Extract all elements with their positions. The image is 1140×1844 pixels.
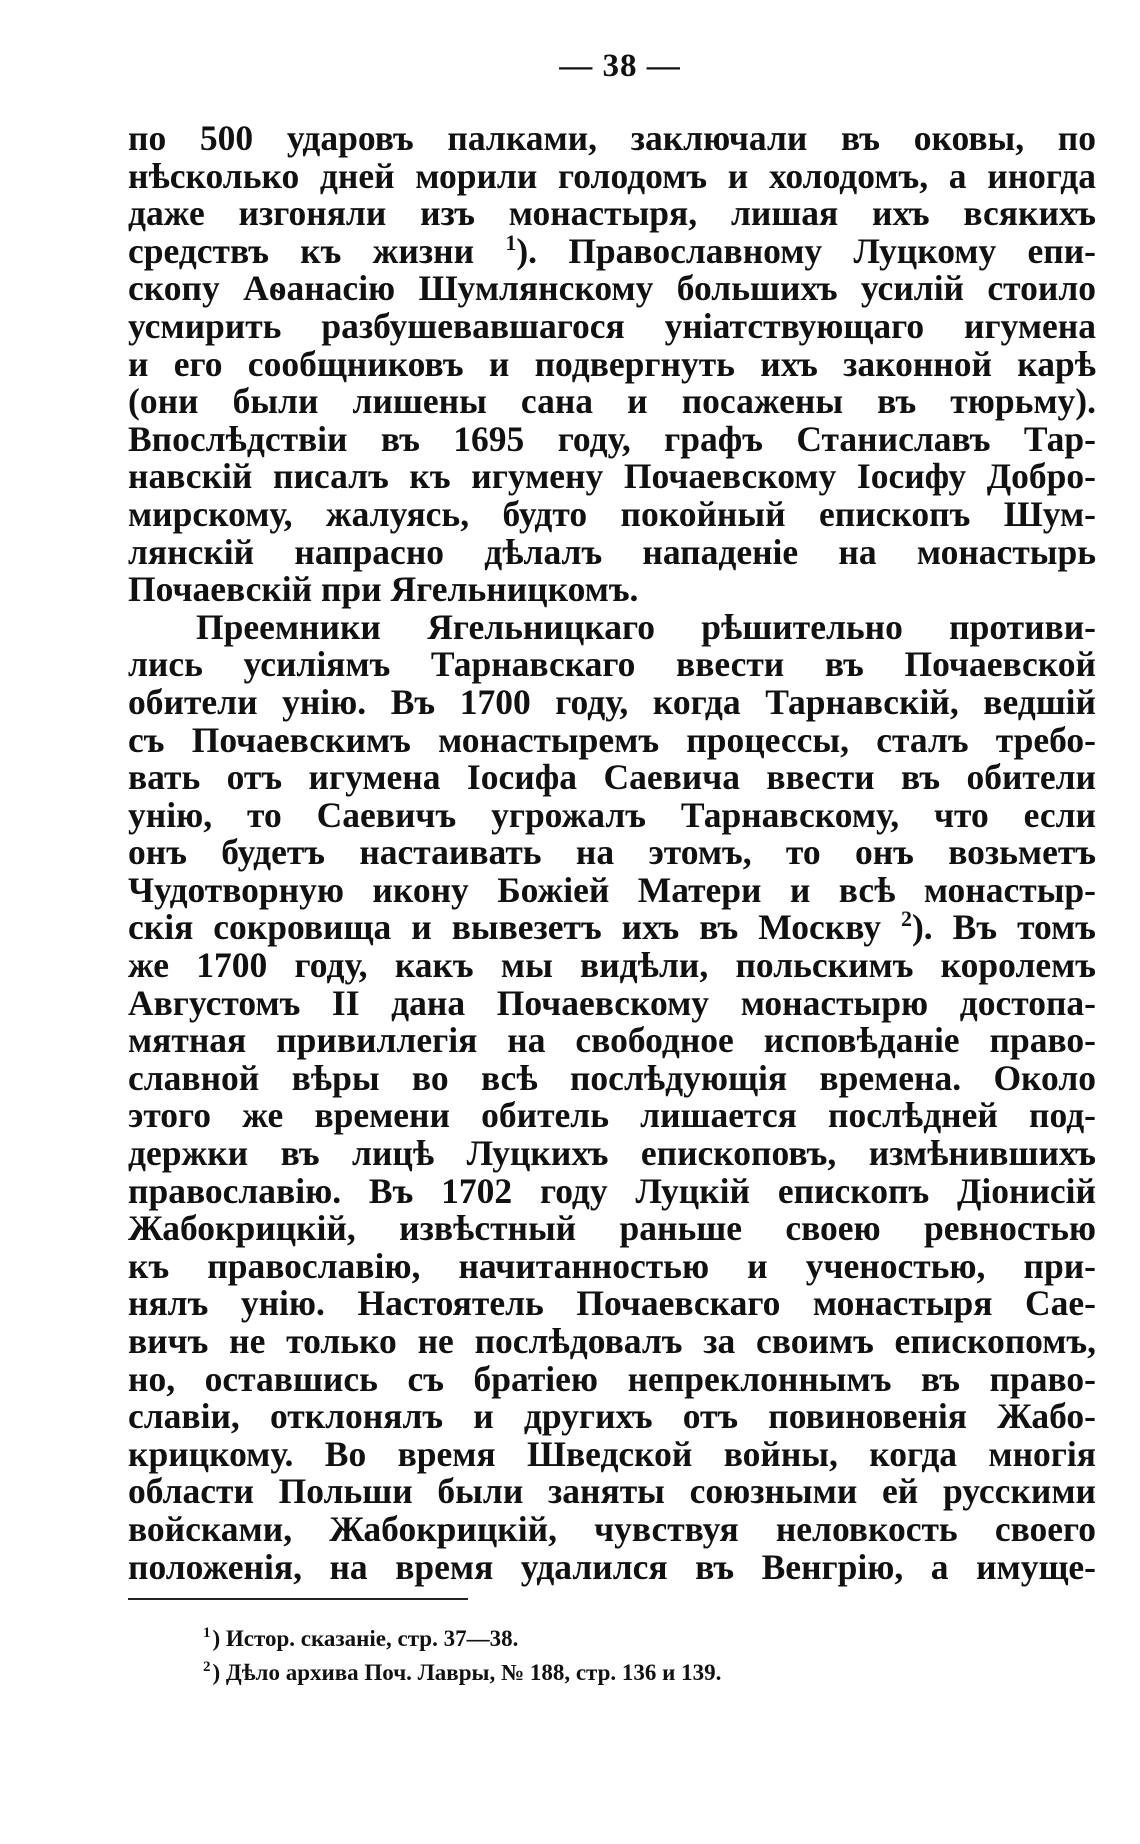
text-line: войсками, Жабокрицкій, чувствуя неловкость своего <box>128 1508 1096 1549</box>
text-line: нялъ унію. Настоятель Почаевскаго монастыря Сае- <box>128 1283 1096 1324</box>
text-line: православію. Въ 1702 году Луцкій епископъ Діонисій <box>128 1170 1096 1211</box>
footnote-ref-1: 1 <box>505 229 517 255</box>
text-segment: ). Въ томъ <box>911 907 1096 948</box>
text-line: къ православію, начитанностью и ученостью, при- <box>128 1245 1096 1286</box>
footnotes <box>203 1622 721 1690</box>
text-line-with-footnote <box>128 229 1096 271</box>
text-line: славіи, отклонялъ и другихъ отъ повиновенія Жабо- <box>128 1396 1096 1437</box>
paragraph-start-line: Преемники Ягельницкаго рѣшительно противи- <box>196 606 1096 647</box>
text-line: унію, то Саевичъ угрожалъ Тарнавскому, что если <box>128 794 1096 835</box>
text-line: области Польши были заняты союзными ей русскими <box>128 1471 1096 1512</box>
text-line: крицкому. Во время Шведской войны, когда многія <box>128 1433 1096 1474</box>
text-line: обители унію. Въ 1700 году, когда Тарнавскій, ведшій <box>128 681 1096 722</box>
footnote-1 <box>203 1622 721 1656</box>
text-line: мятная привиллегія на свободное исповѣданіе право- <box>128 1020 1096 1061</box>
text-line: даже изгоняли изъ монастыря, лишая ихъ всякихъ <box>128 193 1096 234</box>
text-line: лись усиліямъ Тарнавскаго ввести въ Почаевской <box>128 644 1096 685</box>
text-line: и его сообщниковъ и подвергнуть ихъ законной карѣ <box>128 343 1096 384</box>
text-line-with-footnote <box>128 906 1096 948</box>
footnote-mark: 1 <box>203 1625 211 1642</box>
text-segment: скія сокровища и вывезетъ ихъ въ Москву <box>128 907 881 948</box>
text-line: лянскій напрасно дѣлалъ нападеніе на монастырь <box>128 531 1096 572</box>
text-line: онъ будетъ настаивать на этомъ, то онъ возьметъ <box>128 832 1096 873</box>
text-segment: ). Православному Луцкому епи- <box>516 230 1096 271</box>
text-line: скопу Аѳанасію Шумлянскому большихъ усилій стоило <box>128 268 1096 309</box>
text-line: нѣсколько дней морили голодомъ и холодомъ, а иногда <box>128 155 1096 196</box>
footnote-text: ) Дѣло архива Поч. Лавры, № 188, стр. 136 и 139. <box>212 1660 722 1685</box>
page-number: — 38 — <box>559 48 681 84</box>
footnote-text: ) Истор. сказаніе, стр. 37—38. <box>212 1626 519 1651</box>
text-segment: средствъ къ жизни <box>128 230 475 271</box>
text-line: вичъ не только не послѣдовалъ за своимъ епископомъ, <box>128 1321 1096 1361</box>
text-line: но, оставшись съ братіею непреклоннымъ въ право- <box>128 1358 1096 1399</box>
text-line: по 500 ударовъ палками, заключали въ оковы, по <box>128 118 1096 158</box>
footnote-mark: 2 <box>203 1659 211 1676</box>
text-line: держки въ лицѣ Луцкихъ епископовъ, измѣнившихъ <box>128 1133 1096 1174</box>
text-line: Августомъ II дана Почаевскому монастырю достопа- <box>128 982 1096 1023</box>
text-line: положенія, на время удалился въ Венгрію, а имуще- <box>128 1546 1096 1587</box>
text-line: этого же времени обитель лишается послѣдней под- <box>128 1095 1096 1136</box>
text-line: Чудотворную икону Божіей Матери и всѣ монастыр- <box>128 869 1096 910</box>
footnote-divider <box>128 1598 468 1600</box>
text-line: Почаевскій при Ягельницкомъ. <box>128 569 639 610</box>
text-line: навскій писалъ къ игумену Почаевскому Іосифу Добро- <box>128 456 1096 497</box>
text-line: усмирить разбушевавшагося уніатствующаго игумена <box>128 305 1096 346</box>
text-line: славной вѣры во всѣ послѣдующія времена. Около <box>128 1057 1096 1098</box>
text-line: Впослѣдствіи въ 1695 году, графъ Станиславъ Тар- <box>128 418 1096 459</box>
text-line: (они были лишены сана и посажены въ тюрьму). <box>128 381 1096 422</box>
text-line: мирскому, жалуясь, будто покойный епископъ Шум- <box>128 493 1096 534</box>
text-line: вать отъ игумена Іосифа Саевича ввести въ обители <box>128 757 1096 798</box>
text-line: съ Почаевскимъ монастыремъ процессы, сталъ требо- <box>128 719 1096 760</box>
main-text <box>128 120 1096 1586</box>
footnote-2 <box>203 1656 721 1690</box>
text-line: же 1700 году, какъ мы видѣли, польскимъ королемъ <box>128 945 1096 986</box>
footnote-ref-2: 2 <box>900 906 912 932</box>
text-line: Жабокрицкій, извѣстный раньше своею ревностью <box>128 1208 1096 1249</box>
